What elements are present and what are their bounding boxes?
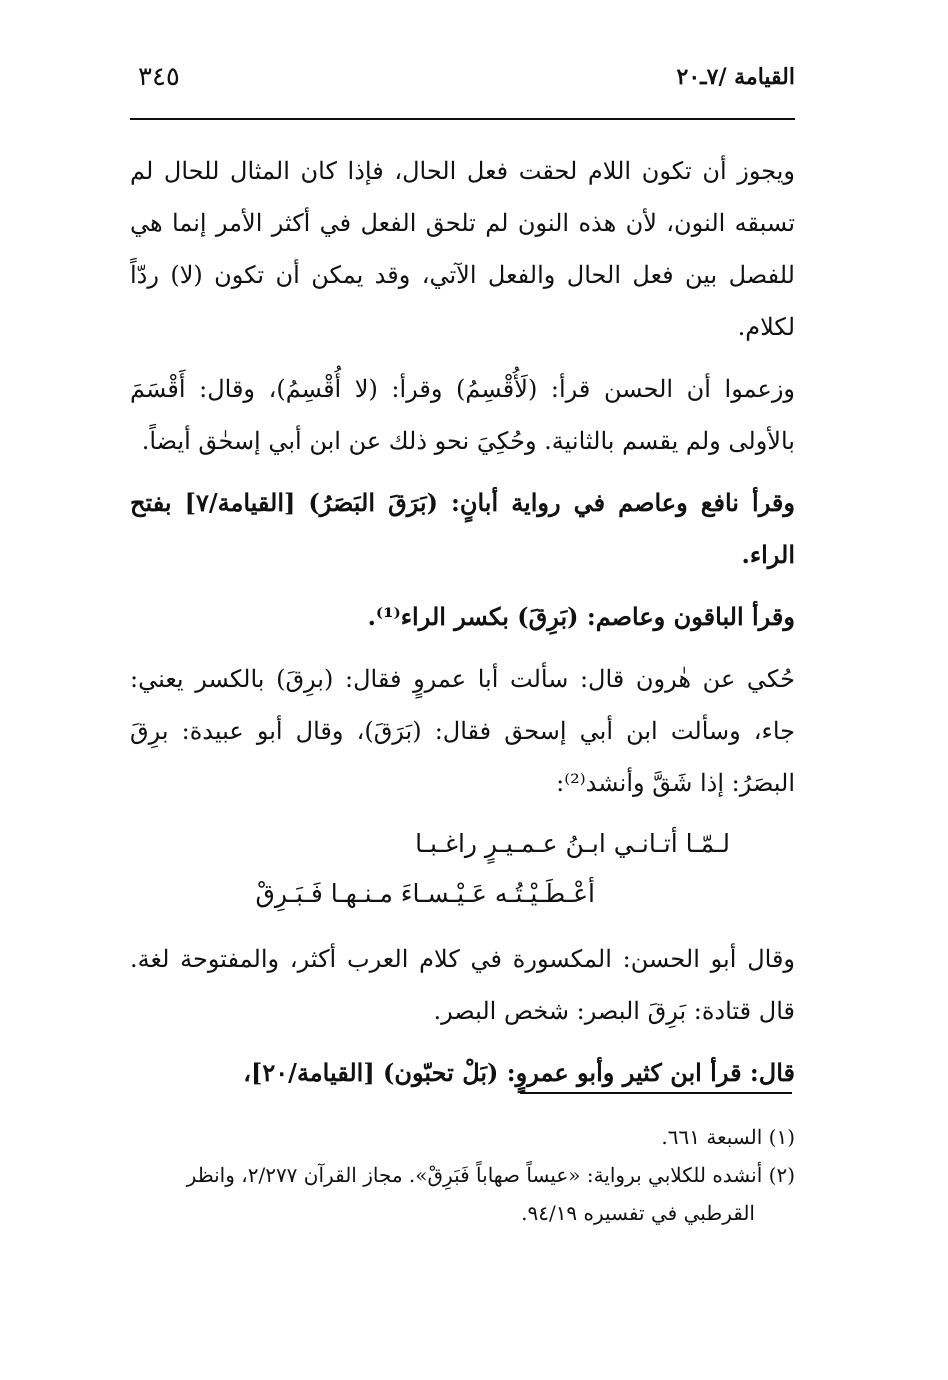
- verse-first-hemistich: لـمّـا أتـانـي ابـنُ عـمـيـرٍ راغـبـا: [415, 829, 730, 858]
- poetry-verse: [130, 819, 795, 919]
- main-text: [130, 145, 795, 1109]
- footnote-1: (١) السبعة ٦٦١.: [661, 1125, 795, 1149]
- page-number: ٣٤٥: [138, 62, 180, 92]
- running-head: [130, 58, 795, 98]
- paragraph-harun-report: حُكي عن هٰرون قال: سألت أبا عمروٍ فقال: (برِقَ) بالكسر يعني: جاء، وسألت ابن أبي إسحق فقال: (بَرَقَ)، وقال أبو عبيدة: برِقَ البصَرُ: إذا شَقَّ وأنشد⁽²⁾:: [130, 665, 795, 797]
- paragraph-hasan-reading: وزعموا أن الحسن قرأ: (لَأُقْسِمُ) وقرأ: (لا أُقْسِمُ)، وقال: أَقْسَمَ بالأولى ولم يقسم بالثانية. وحُكِيَ نحو ذلك عن ابن أبي إسحٰق أيضاً.: [130, 375, 795, 455]
- footnote-rule: [520, 1092, 792, 1094]
- footnotes: [130, 1118, 795, 1232]
- paragraph-others-reading: وقرأ الباقون وعاصم: (بَرِقَ) بكسر الراء⁽¹⁾.: [367, 602, 795, 631]
- header-rule: [130, 118, 795, 120]
- paragraph-nafi-reading: وقرأ نافع وعاصم في رواية أبانٍ: (بَرَقَ البَصَرُ) [القيامة/٧] بفتح الراء.: [130, 488, 795, 569]
- paragraph-lam-explanation: ويجوز أن تكون اللام لحقت فعل الحال، فإذا كان المثال للحال لم تسبقه النون، لأن هذه النون لم تلحق الفعل في أكثر الأمر إنما هي للفصل بين فعل الحال والفعل الآتي، وقد يمكن أن تكون (لا) ردّاً لكلام.: [130, 157, 795, 341]
- paragraph-abu-hasan: وقال أبو الحسن: المكسورة في كلام العرب أكثر، والمفتوحة لغة. قال قتادة: بَرِقَ البصر: شخص البصر.: [130, 945, 795, 1025]
- verse-second-hemistich: أعْـطَـيْـتُـه عَـيْـسـاءَ مـنـهـا فَـبَـرِقْ: [255, 879, 595, 908]
- footnote-2-continuation: القرطبي في تفسيره ٩٤/١٩.: [521, 1201, 755, 1225]
- chapter-reference: القيامة /٧ـ٢٠: [676, 64, 795, 90]
- paragraph-ibn-kathir-reading: قال: قرأ ابن كثير وأبو عمروٍ: (بَلْ تحبّون) [القيامة/٢٠]،: [243, 1058, 795, 1087]
- footnote-2: (٢) أنشده للكلابي برواية: «عيساً صهاباً فَبَرِقْ». مجاز القرآن ٢/٢٧٧، وانظر: [186, 1163, 795, 1187]
